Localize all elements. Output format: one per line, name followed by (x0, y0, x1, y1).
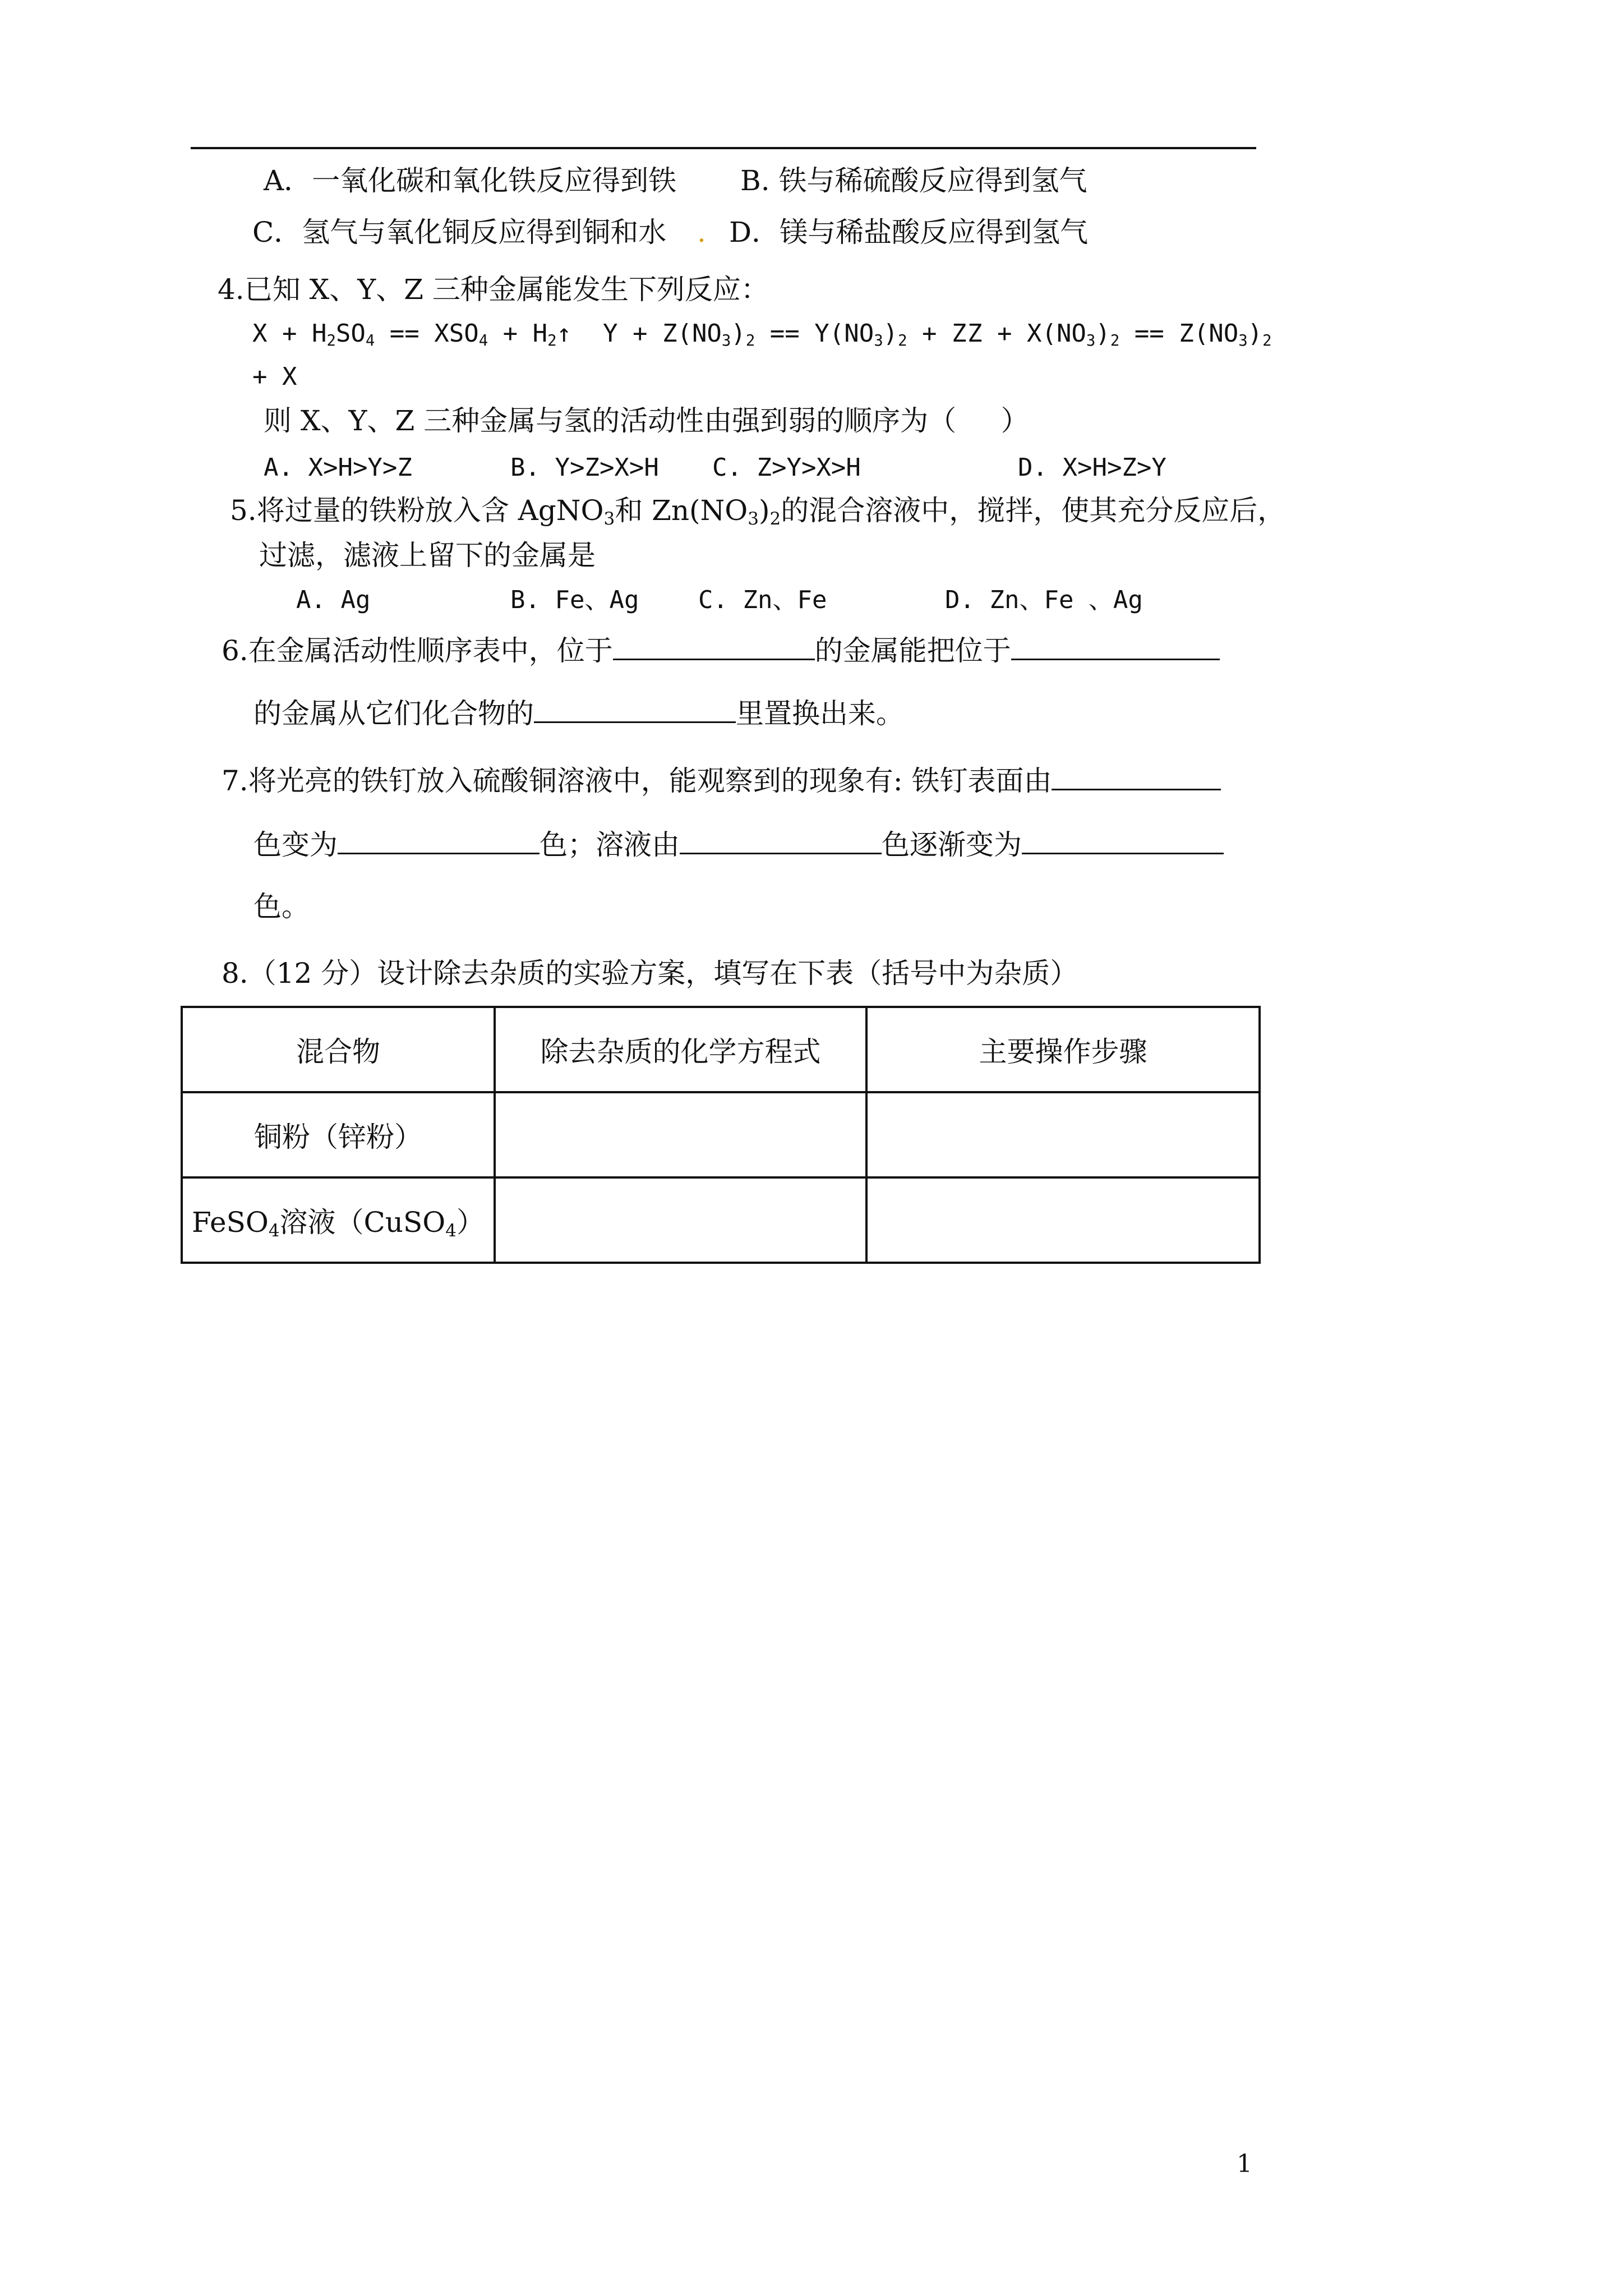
q5-option-c: C. Zn、Fe (698, 586, 827, 614)
q4-equation-2: $Y + Z(NO_3)_2 == Y(NO_3)_2 + Z$ (603, 319, 967, 349)
q4-equation-3-tail: + X (252, 362, 297, 391)
table-cell-steps-input[interactable] (866, 1177, 1260, 1263)
q5-option-d: D. Zn、Fe 、Ag (945, 586, 1143, 614)
up-arrow-icon: ↑ (556, 319, 572, 348)
impurity-removal-table (181, 1006, 1261, 1264)
q5-stem: 5.将过量的铁粉放入含 AgNO$_3$和 $Zn(NO_3)_2$的混合溶液中，搅拌，使其充分反应后， (230, 494, 1286, 529)
table-row (182, 1092, 1260, 1177)
table-cell-equation-input[interactable] (495, 1092, 866, 1177)
q7-line-2: 色变为 色；溶液由 色逐渐变为 (253, 827, 1224, 862)
q7-line-3: 色。 (253, 890, 310, 923)
table-header-steps: 主要操作步骤 (866, 1007, 1260, 1092)
q7-blank-4[interactable] (1022, 827, 1224, 854)
q3-option-b: B. 铁与稀硫酸反应得到氢气 (740, 164, 1087, 197)
q6-line-2: 的金属从它们化合物的 里置换出来。 (253, 696, 904, 730)
q7-blank-3[interactable] (680, 827, 882, 854)
table-header-equation: 除去杂质的化学方程式 (495, 1007, 866, 1092)
q5-option-b: B. Fe、Ag (510, 586, 639, 614)
q6-blank-1[interactable] (613, 633, 815, 660)
q4-equation-1: $X + H_2SO_4 == XSO_4$ + $H_2↑$ (252, 319, 572, 349)
q3-option-c: C．氢气与氧化铜反应得到铜和水 (252, 216, 667, 249)
q7-blank-2[interactable] (338, 827, 540, 854)
q5-line-2: 过滤，滤液上留下的金属是 (259, 539, 596, 572)
q4-option-b: B. Y>Z>X>H (510, 453, 659, 482)
table-cell-equation-input[interactable] (495, 1177, 866, 1263)
table-header-mixture: 混合物 (182, 1007, 495, 1092)
q4-option-d: D. X>H>Z>Y (1018, 453, 1166, 482)
q4-option-a: A. X>H>Y>Z (264, 453, 412, 482)
q4-equation-3: $Z + X(NO_3)_2 == Z(NO_3)_2$ (967, 319, 1272, 349)
q4-option-c: C. Z>Y>X>H (712, 453, 861, 482)
header-rule (191, 147, 1256, 149)
q4-stem: 4.已知 X、Y、Z 三种金属能发生下列反应： (218, 273, 769, 306)
q4-question: 则 X、Y、Z 三种金属与氢的活动性由强到弱的顺序为（ ） (264, 404, 1029, 437)
table-row (182, 1177, 1260, 1263)
q5-option-a: A. Ag (296, 586, 371, 614)
q7-blank-1[interactable] (1052, 763, 1221, 790)
page-number: 1 (1237, 2150, 1252, 2178)
q6-line-1: 6.在金属活动性顺序表中，位于 的金属能把位于 (222, 633, 1220, 668)
q7-line-1: 7.将光亮的铁钉放入硫酸铜溶液中，能观察到的现象有: 铁钉表面由 (222, 763, 1221, 798)
q8-stem: 8.（12 分）设计除去杂质的实验方案，填写在下表（括号中为杂质） (222, 957, 1078, 990)
table-cell-steps-input[interactable] (866, 1092, 1260, 1177)
q6-blank-2[interactable] (1011, 633, 1220, 660)
table-header-row (182, 1007, 1260, 1092)
table-cell-mixture: 铜粉（锌粉） (182, 1092, 495, 1177)
q3-option-a: A．一氧化碳和氧化铁反应得到铁 (264, 164, 677, 197)
q3-option-d: D．镁与稀盐酸反应得到氢气 (729, 216, 1089, 249)
q3-option-c-mark: . (697, 216, 706, 249)
table-cell-mixture: FeSO$_4$溶液（CuSO$_4$） (182, 1177, 495, 1263)
q6-blank-3[interactable] (534, 696, 736, 723)
